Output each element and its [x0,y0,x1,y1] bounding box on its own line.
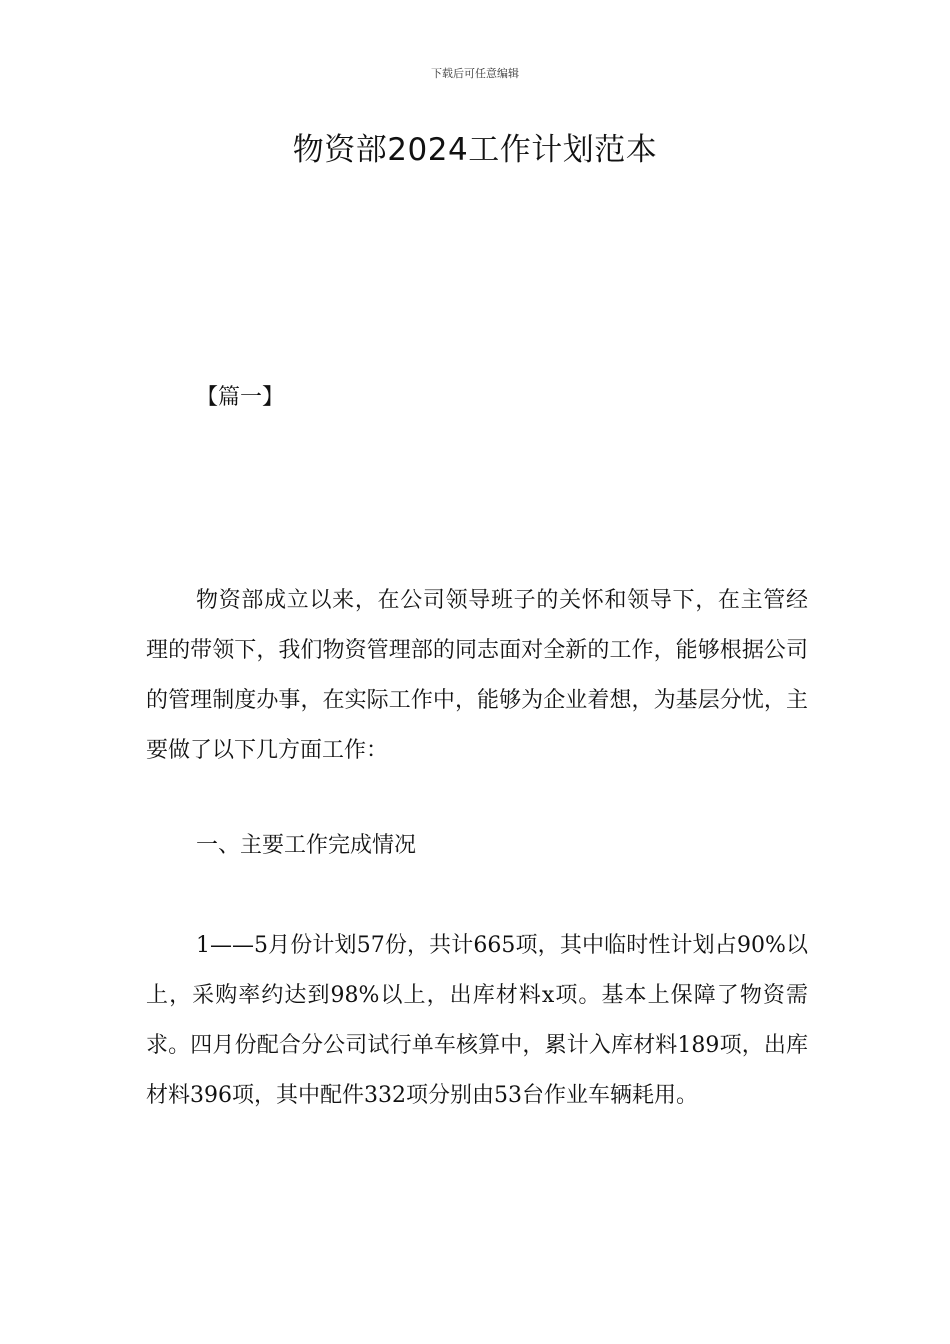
body-paragraph-intro: 物资部成立以来，在公司领导班子的关怀和领导下，在主管经理的带领下，我们物资管理部的同志面对全新的工作，能够根据公司的管理制度办事，在实际工作中，能够为企业着想，为基层分忧，主要做了以下几方面工作： [146,588,808,763]
document-title: 物资部2024工作计划范本 [292,132,658,168]
section-tag: 【篇一】 [196,385,285,410]
page-header-note: 下载后可任意编辑 [431,67,519,80]
section-heading: 一、主要工作完成情况 [196,833,417,858]
body-paragraph-details: 1——5月份计划57份，共计665项，其中临时性计划占90%以上，采购率约达到98%以上，出库材料x项。基本上保障了物资需求。四月份配合分公司试行单车核算中，累计入库材料189项，出库材料396项，其中配件332项分别由53台作业车辆耗用。 [146,933,808,1108]
